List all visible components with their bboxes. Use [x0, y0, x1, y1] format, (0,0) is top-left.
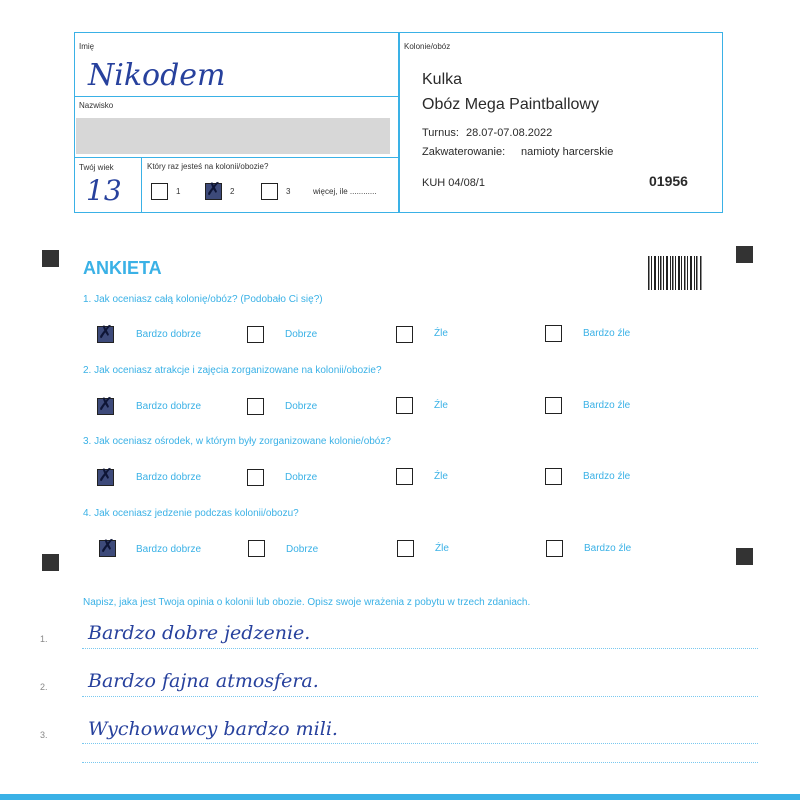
- opinion-line-3[interactable]: Wychowawcy bardzo mili.: [88, 718, 338, 740]
- times-checkbox-2[interactable]: [205, 183, 222, 200]
- surname-field-redacted[interactable]: [76, 118, 390, 154]
- age-field[interactable]: 13: [86, 174, 122, 207]
- q4-option-bardzo-zle-checkbox[interactable]: [546, 540, 563, 557]
- q4-option-label: Źle: [435, 543, 449, 554]
- q1-option-zle-checkbox[interactable]: [396, 326, 413, 343]
- barcode-icon: [648, 256, 702, 290]
- times-option-2: 2: [230, 187, 235, 196]
- q4-option-dobrze-checkbox[interactable]: [248, 540, 265, 557]
- dotted-line: [82, 762, 758, 763]
- q2-option-label: Bardzo źle: [583, 400, 631, 411]
- camp-title: Obóz Mega Paintballowy: [422, 96, 599, 113]
- q3-option-bardzo-dobrze-checkbox[interactable]: [97, 469, 114, 486]
- question-1: 1. Jak oceniasz całą kolonię/obóz? (Podobało Ci się?): [83, 294, 323, 305]
- dotted-line: [82, 696, 758, 697]
- q3-option-zle-checkbox[interactable]: [396, 468, 413, 485]
- q4-option-label: Dobrze: [286, 544, 319, 555]
- times-checkbox-1[interactable]: [151, 183, 168, 200]
- q2-option-bardzo-dobrze-checkbox[interactable]: [97, 398, 114, 415]
- question-2: 2. Jak oceniasz atrakcje i zajęcia zorganizowane na kolonii/obozie?: [83, 365, 382, 376]
- camp-name: Kulka: [422, 71, 463, 88]
- q4-option-bardzo-dobrze-checkbox[interactable]: [99, 540, 116, 557]
- opinion-prompt: Napisz, jaka jest Twoja opinia o kolonii lub obozie. Opisz swoje wrażenia z pobytu w trzech zdaniach.: [83, 597, 531, 608]
- line-number: 2.: [40, 682, 48, 692]
- line-number: 1.: [40, 634, 48, 644]
- camp-code: KUH 04/08/1: [422, 177, 485, 189]
- opinion-line-1[interactable]: Bardzo dobre jedzenie.: [88, 622, 311, 644]
- name-field[interactable]: Nikodem: [88, 58, 226, 93]
- times-label: Który raz jesteś na kolonii/obozie?: [147, 162, 269, 171]
- q1-option-label: Źle: [434, 328, 448, 339]
- surname-label: Nazwisko: [79, 101, 114, 110]
- q4-option-label: Bardzo źle: [584, 543, 632, 554]
- times-more-field[interactable]: więcej, ile ............: [313, 187, 377, 196]
- question-4: 4. Jak oceniasz jedzenie podczas kolonii/obozu?: [83, 508, 299, 519]
- q2-option-dobrze-checkbox[interactable]: [247, 398, 264, 415]
- form-number: 01956: [649, 173, 688, 189]
- turnus-label: Turnus:: [422, 127, 459, 139]
- accom-label: Zakwaterowanie:: [422, 146, 506, 158]
- q2-option-bardzo-zle-checkbox[interactable]: [545, 397, 562, 414]
- registration-marker: [736, 246, 753, 263]
- opinion-line-2[interactable]: Bardzo fajna atmosfera.: [88, 670, 319, 692]
- times-option-1: 1: [176, 187, 181, 196]
- q4-option-zle-checkbox[interactable]: [397, 540, 414, 557]
- survey-title: ANKIETA: [83, 258, 162, 278]
- line-number: 3.: [40, 730, 48, 740]
- q1-option-label: Bardzo źle: [583, 328, 631, 339]
- age-label: Twój wiek: [79, 163, 114, 172]
- registration-marker: [736, 548, 753, 565]
- q4-option-label: Bardzo dobrze: [136, 544, 202, 555]
- times-option-3: 3: [286, 187, 291, 196]
- q2-option-label: Dobrze: [285, 401, 318, 412]
- q2-option-zle-checkbox[interactable]: [396, 397, 413, 414]
- name-label: Imię: [79, 42, 95, 51]
- question-3: 3. Jak oceniasz ośrodek, w którym były zorganizowane kolonie/obóz?: [83, 436, 391, 447]
- camp-label: Kolonie/obóz: [404, 42, 451, 51]
- registration-marker: [42, 554, 59, 571]
- times-checkbox-3[interactable]: [261, 183, 278, 200]
- q3-option-dobrze-checkbox[interactable]: [247, 469, 264, 486]
- accom-value: namioty harcerskie: [521, 146, 614, 158]
- bottom-stripe: [0, 794, 800, 800]
- q1-option-bardzo-dobrze-checkbox[interactable]: [97, 326, 114, 343]
- q2-option-label: Bardzo dobrze: [136, 401, 202, 412]
- q2-option-label: Źle: [434, 400, 448, 411]
- q3-option-bardzo-zle-checkbox[interactable]: [545, 468, 562, 485]
- q1-option-bardzo-zle-checkbox[interactable]: [545, 325, 562, 342]
- q3-option-label: Dobrze: [285, 472, 318, 483]
- divider: [74, 96, 399, 97]
- divider: [74, 157, 399, 158]
- turnus-value: 28.07-07.08.2022: [466, 127, 553, 139]
- registration-marker: [42, 250, 59, 267]
- divider: [141, 157, 142, 213]
- q3-option-label: Bardzo źle: [583, 471, 631, 482]
- q3-option-label: Źle: [434, 471, 448, 482]
- dotted-line: [82, 743, 758, 744]
- q1-option-label: Bardzo dobrze: [136, 329, 202, 340]
- q1-option-dobrze-checkbox[interactable]: [247, 326, 264, 343]
- q1-option-label: Dobrze: [285, 329, 318, 340]
- q3-option-label: Bardzo dobrze: [136, 472, 202, 483]
- dotted-line: [82, 648, 758, 649]
